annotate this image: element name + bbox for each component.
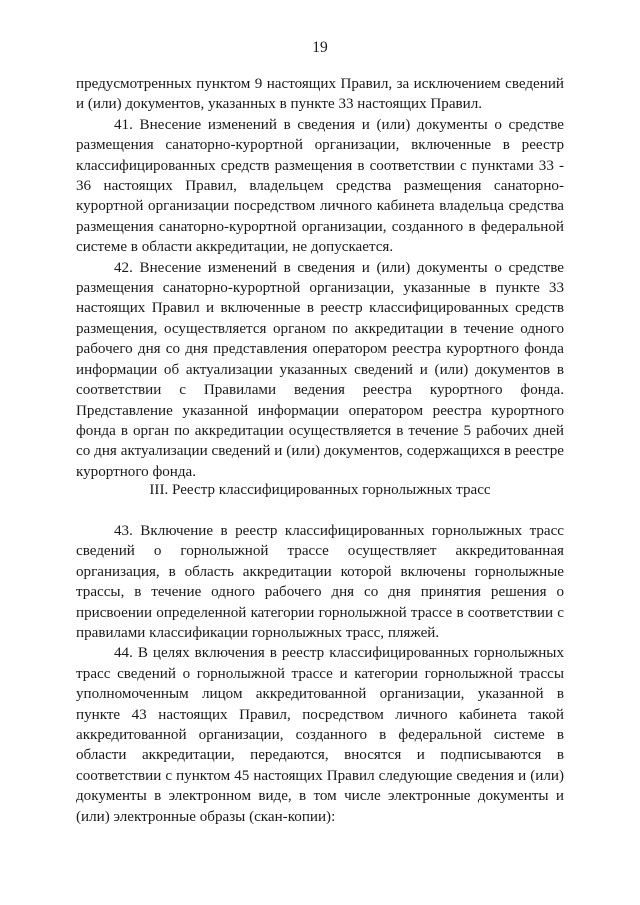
section-heading: III. Реестр классифицированных горнолыжных трасс (149, 482, 491, 498)
text-block-top (76, 74, 564, 482)
paragraph-41: 41. Внесение изменений в сведения и (или) документы о средстве размещения санаторно-курортной организации, включенные в реестр классифицированных средств размещения в соответствии с пунктами 33 - 36 настоящих Правил, владельцем средства размещения санаторно-курортной организации посредством личного кабинета владельца средства размещения санаторно-курортной организации, созданного в федеральной системе в области аккредитации, не допускается. (76, 116, 564, 256)
page-number: 19 (312, 39, 328, 56)
paragraph-44: 44. В целях включения в реестр классифицированных горнолыжных трасс сведений о горнолыжной трассе и категории горнолыжной трассы уполномоченным лицом аккредитованной организации, указанной в пункте 43 настоящих Правил, посредством личного кабинета такой аккредитованной организации, созданного в федеральной системе в области аккредитации, передаются, вносятся и подписываются в соответствии с пунктом 45 настоящих Правил следующие сведения и (или) документы в электронном виде, в том числе электронные документы и (или) электронные образы (скан-копии): (76, 645, 564, 825)
paragraph-43: 43. Включение в реестр классифицированных горнолыжных трасс сведений о горнолыжной трассе осуществляет аккредитованная организация, в область аккредитации которой включены горнолыжные трассы, в течение одного рабочего дня со дня принятия решения о присвоении определенной категории горнолыжной трассе в соответствии с правилами классификации горнолыжных трасс, пляжей. (76, 523, 564, 642)
text-block-bottom (76, 521, 564, 827)
paragraph-42: 42. Внесение изменений в сведения и (или) документы о средстве размещения санаторно-курортной организации, указанные в пункте 33 настоящих Правил и включенные в реестр классифицированных средств размещения, осуществляется органом по аккредитации в течение одного рабочего дня со дня представления оператором реестра курортного фонда информации об актуализации указанных сведений и (или) документов в соответствии с Правилами ведения реестра курортного фонда. Представление указанной информации оператором реестра курортного фонда в орган по аккредитации осуществляется в течение 5 рабочих дней со дня актуализации сведений и (или) документов, содержащихся в реестре курортного фонда. (76, 259, 564, 480)
paragraph: предусмотренных пунктом 9 настоящих Правил, за исключением сведений и (или) документов, указанных в пункте 33 настоящих Правил. (76, 76, 564, 113)
